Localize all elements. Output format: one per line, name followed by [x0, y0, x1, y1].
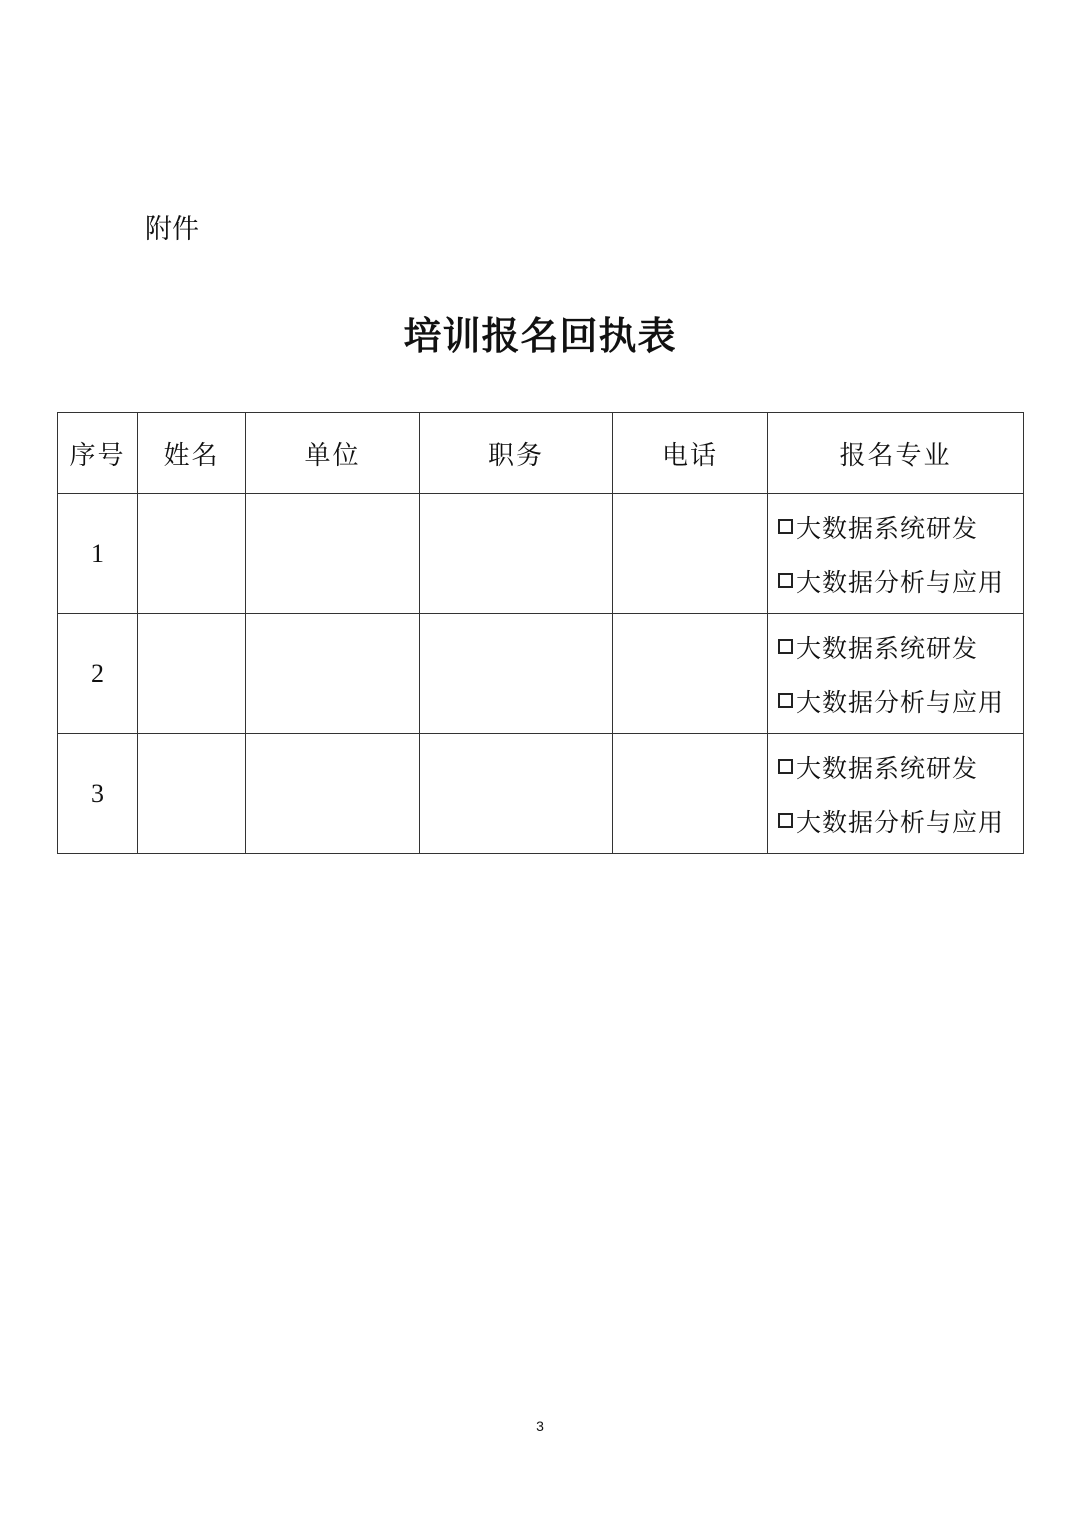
seq-cell [58, 734, 138, 854]
seq-cell [58, 614, 138, 734]
checkbox-icon[interactable] [778, 813, 793, 828]
header-unit: 单位 [246, 413, 420, 494]
major-option[interactable] [778, 500, 1023, 554]
position-cell[interactable] [420, 734, 613, 854]
checkbox-icon[interactable] [778, 639, 793, 654]
major-cell [768, 494, 1024, 614]
seq-number: 2 [91, 658, 104, 688]
name-cell[interactable] [138, 614, 246, 734]
phone-cell[interactable] [613, 614, 768, 734]
major-option[interactable] [778, 554, 1023, 608]
registration-table [57, 412, 1024, 854]
table-row [58, 614, 1024, 734]
major-option-label: 大数据分析与应用 [796, 687, 1005, 717]
table-body [58, 494, 1024, 854]
table-row [58, 494, 1024, 614]
unit-cell[interactable] [246, 494, 420, 614]
header-phone: 电话 [613, 413, 768, 494]
unit-cell[interactable] [246, 734, 420, 854]
table-header [58, 413, 1024, 494]
major-option-label: 大数据分析与应用 [796, 807, 1005, 837]
seq-number: 1 [91, 538, 104, 568]
phone-cell[interactable] [613, 734, 768, 854]
name-cell[interactable] [138, 734, 246, 854]
checkbox-icon[interactable] [778, 759, 793, 774]
header-major: 报名专业 [768, 413, 1024, 494]
header-name: 姓名 [138, 413, 246, 494]
position-cell[interactable] [420, 494, 613, 614]
attachment-label: 附件 [145, 214, 199, 245]
major-option-label: 大数据系统研发 [796, 753, 979, 783]
name-cell[interactable] [138, 494, 246, 614]
header-seq: 序号 [58, 413, 138, 494]
major-option[interactable] [778, 620, 1023, 674]
major-option-label: 大数据系统研发 [796, 633, 979, 663]
seq-number: 3 [91, 778, 104, 808]
major-option[interactable] [778, 794, 1023, 848]
major-cell [768, 734, 1024, 854]
header-position: 职务 [420, 413, 613, 494]
checkbox-icon[interactable] [778, 573, 793, 588]
header-row [58, 413, 1024, 494]
table-row [58, 734, 1024, 854]
position-cell[interactable] [420, 614, 613, 734]
major-option[interactable] [778, 740, 1023, 794]
phone-cell[interactable] [613, 494, 768, 614]
major-cell [768, 614, 1024, 734]
checkbox-icon[interactable] [778, 519, 793, 534]
form-title: 培训报名回执表 [403, 313, 677, 358]
major-option-label: 大数据系统研发 [796, 513, 979, 543]
seq-cell [58, 494, 138, 614]
major-option[interactable] [778, 674, 1023, 728]
unit-cell[interactable] [246, 614, 420, 734]
page-number: 3 [536, 1418, 544, 1434]
checkbox-icon[interactable] [778, 693, 793, 708]
major-option-label: 大数据分析与应用 [796, 567, 1005, 597]
